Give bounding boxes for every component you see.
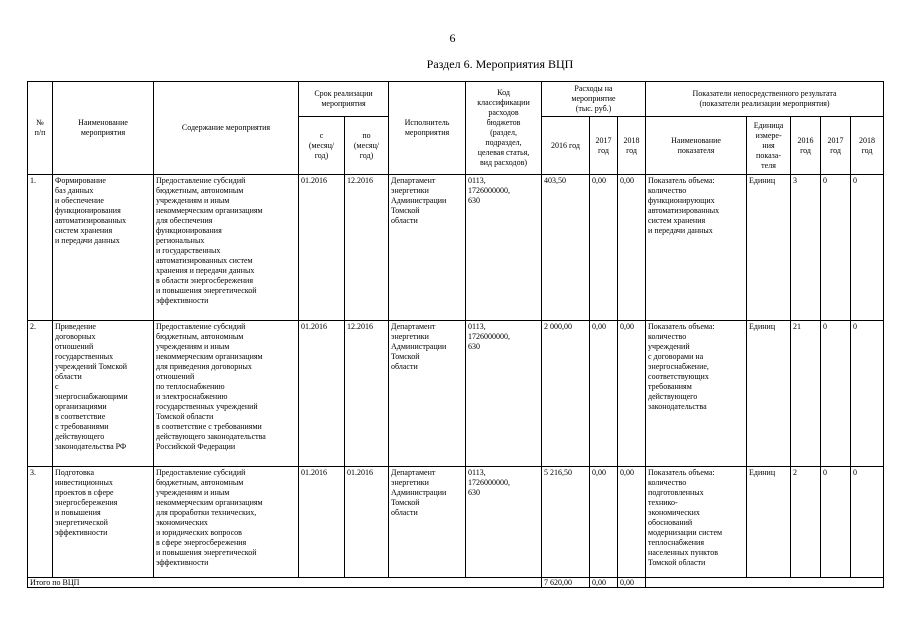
expense-2017: 0,00 — [590, 321, 618, 467]
expense-2016: 5 216,50 — [542, 467, 590, 578]
indicator-2018: 0 — [851, 175, 884, 321]
header-indicator-2017: 2017 год — [821, 117, 851, 175]
expense-2016: 403,50 — [542, 175, 590, 321]
table-row — [28, 175, 884, 321]
total-expense-2016: 7 620,00 — [542, 578, 590, 588]
header-num: № п/п — [28, 82, 53, 175]
total-expense-2018: 0,00 — [618, 578, 646, 588]
indicator-name: Показатель объема: количество подготовленных технико- экономических обоснований модернизации систем теплоснабжения населенных пунктов Томской области — [646, 467, 747, 578]
expense-2017: 0,00 — [590, 175, 618, 321]
page-number: 6 — [449, 31, 456, 45]
header-indicators: Показатели непосредственного результата (показатели реализации мероприятия) — [646, 82, 884, 117]
indicator-name: Показатель объема: количество учреждений с договорами на энергоснабжение, соответствующих требованиям действующего законодательства — [646, 321, 747, 467]
indicator-unit: Единиц — [747, 175, 791, 321]
indicator-2017: 0 — [821, 467, 851, 578]
total-empty — [646, 578, 884, 588]
expense-2018: 0,00 — [618, 321, 646, 467]
expense-2016: 2 000,00 — [542, 321, 590, 467]
period-to: 12.2016 — [345, 175, 389, 321]
header-period-from: с (месяц/ год) — [299, 117, 345, 175]
table-row — [28, 321, 884, 467]
indicator-2016: 21 — [791, 321, 821, 467]
activity-content: Предоставление субсидий бюджетным, автономным учреждениям и иным некоммерческим организациям для приведения договорных отношений по теплоснабжению и электроснабжению государственных учреждений Томской области в соответствие с требованиями действующего законодательства Российской Федерации — [154, 321, 299, 467]
total-label: Итого по ВЦП — [28, 578, 542, 588]
header-expense-2018: 2018 год — [618, 117, 646, 175]
budget-code: 0113, 1726000000, 630 — [466, 321, 542, 467]
budget-code: 0113, 1726000000, 630 — [466, 467, 542, 578]
header-expense-2016: 2016 год — [542, 117, 590, 175]
expense-2017: 0,00 — [590, 467, 618, 578]
indicator-2016: 2 — [791, 467, 821, 578]
row-number: 3. — [28, 467, 53, 578]
total-row — [28, 578, 884, 588]
total-expense-2017: 0,00 — [590, 578, 618, 588]
budget-code: 0113, 1726000000, 630 — [466, 175, 542, 321]
indicator-2016: 3 — [791, 175, 821, 321]
activity-content: Предоставление субсидий бюджетным, автономным учреждениям и иным некоммерческим организациям для проработки технических, экономических и юридических вопросов в сфере энергосбережения и повышения энергетической эффективности — [154, 467, 299, 578]
indicator-2017: 0 — [821, 321, 851, 467]
header-period-to: по (месяц/ год) — [345, 117, 389, 175]
expense-2018: 0,00 — [618, 467, 646, 578]
period-to: 01.2016 — [345, 467, 389, 578]
indicator-2017: 0 — [821, 175, 851, 321]
executor: Департамент энергетики Администрации Томской области — [389, 321, 466, 467]
row-number: 2. — [28, 321, 53, 467]
indicator-unit: Единиц — [747, 467, 791, 578]
activity-content: Предоставление субсидий бюджетным, автономным учреждениям и иным некоммерческим организациям для обеспечения функционирования региональных и государственных автоматизированных систем хранения и передачи данных в области энергосбережения и повышения энергетической эффективности — [154, 175, 299, 321]
header-executor: Исполнитель мероприятия — [389, 82, 466, 175]
header-period: Срок реализации мероприятия — [299, 82, 389, 117]
table-row — [28, 467, 884, 578]
row-number: 1. — [28, 175, 53, 321]
header-content: Содержание мероприятия — [154, 82, 299, 175]
expense-2018: 0,00 — [618, 175, 646, 321]
period-from: 01.2016 — [299, 175, 345, 321]
period-from: 01.2016 — [299, 467, 345, 578]
indicator-unit: Единиц — [747, 321, 791, 467]
header-name: Наименование мероприятия — [53, 82, 154, 175]
header-indicator-name: Наименование показателя — [646, 117, 747, 175]
indicator-2018: 0 — [851, 467, 884, 578]
indicator-name: Показатель объема: количество функционирующих автоматизированных систем хранения и передачи данных — [646, 175, 747, 321]
executor: Департамент энергетики Администрации Томской области — [389, 467, 466, 578]
section-title: Раздел 6. Мероприятия ВЦП — [426, 57, 574, 71]
header-indicator-2018: 2018 год — [851, 117, 884, 175]
header-indicator-unit: Единица измере- ния показа- теля — [747, 117, 791, 175]
activities-table — [27, 81, 884, 588]
period-to: 12.2016 — [345, 321, 389, 467]
header-row-1 — [28, 82, 884, 117]
indicator-2018: 0 — [851, 321, 884, 467]
header-indicator-2016: 2016 год — [791, 117, 821, 175]
activity-name: Приведение договорных отношений государственных учреждений Томской области с энергоснабжающими организациями в соответствие с требованиями действующего законодательства РФ — [53, 321, 154, 467]
executor: Департамент энергетики Администрации Томской области — [389, 175, 466, 321]
activity-name: Формирование баз данных и обеспечение функционирования автоматизированных систем хранения и передачи данных — [53, 175, 154, 321]
header-expenses: Расходы на мероприятие (тыс. руб.) — [542, 82, 646, 117]
header-code: Код классификации расходов бюджетов (раздел, подраздел, целевая статья, вид расходов) — [466, 82, 542, 175]
header-expense-2017: 2017 год — [590, 117, 618, 175]
period-from: 01.2016 — [299, 321, 345, 467]
activity-name: Подготовка инвестиционных проектов в сфере энергосбережения и повышения энергетической эффективности — [53, 467, 154, 578]
